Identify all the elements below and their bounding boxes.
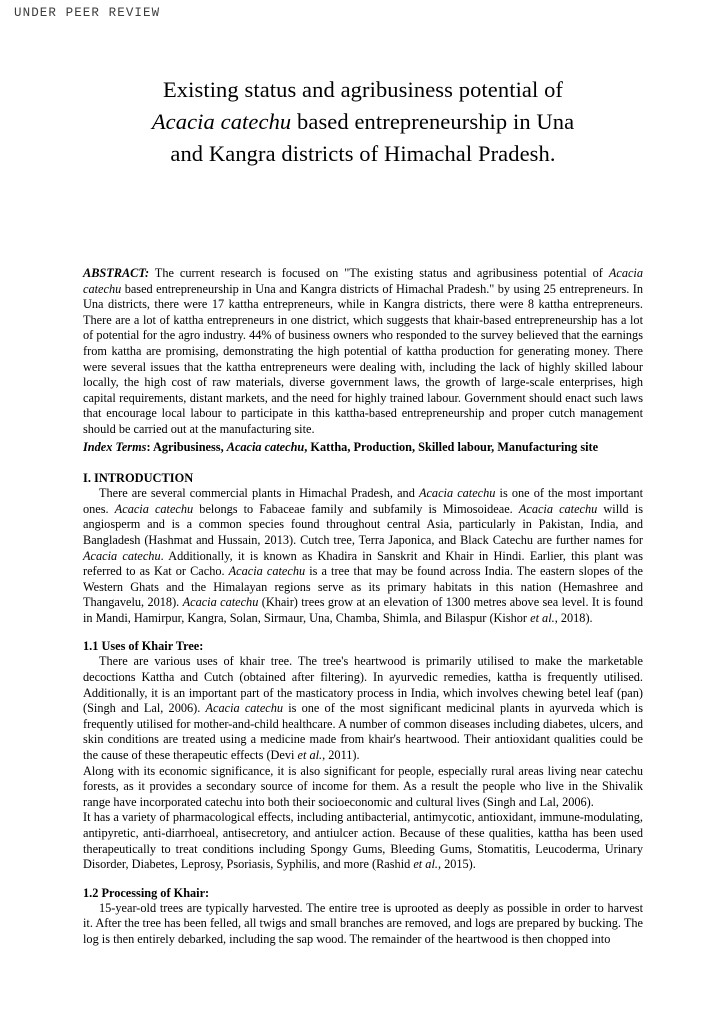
intro-text-g: (Khair) trees grow at an elevation of 1300 metres above sea level. It is found in Mandi, Hamirpur, Kangra, Solan, Sirmaur, Una, Chamba, Shimla, and Bilaspur (Kishor [83,595,644,625]
title-line-1: Existing status and agribusiness potential of [162,77,564,102]
uses-p3-text-b: , 2015). [437,857,476,872]
uses-text-b: is one of the most significant medicinal plants in ayurveda which is frequently utilised for mother-and-child healthcare. A number of common diseases including diabetes, ulcers, and skin conditions are treated using a medicine made from khair's heartwood. Their antioxidant qualities could be the cause of these therapeutic effects (Devi [83,701,643,763]
uses-paragraph-2: Along with its economic significance, it is also significant for people, especially rural areas living near catechu forests, as it provides a secondary source of income for them. As a result the people who live in the Shivalik range have incorporated catechu into both their socioeconomic and cultural lives (Singh and Lal, 2006). [83,763,643,809]
abstract-text-2: based entrepreneurship in Una and Kangra districts of Himachal Pradesh." by using 25 entrepreneurs. In Una districts, there were 17 kattha entrepreneurs, while in Kangra districts, there were 8 kattha entrepreneurs. There are a lot of kattha entrepreneurs in one district, which suggests that khair-based entrepreneurship has a lot of potential for the agro industry. 44% of business owners who responded to the survey believed that the earnings from kattha are promising, demonstrating the high potential of kattha production for generating money. There were several issues that the kattha entrepreneurs were dealing with, including the lack of highly skilled labour locally, the high cost of raw materials, diverse government laws, the growth of large-scale enterprises, high capital requirements, distant markets, and the need for highly trained labour. Government should enact such laws that encourage local labour to participate in this kattha-based entrepreneurship and proper cutch management should be carried out at the manufacturing site. [83,281,643,436]
title-line-3: and Kangra districts of Himachal Pradesh. [170,141,556,166]
subsection-heading-processing: 1.2 Processing of Khair: [83,885,210,900]
index-terms-colon: : [146,439,153,454]
intro-text-b: is one of the most important ones. [83,486,643,516]
introduction-paragraph-1 [83,486,643,626]
page-title [83,74,643,170]
abstract-block [83,266,643,438]
peer-review-watermark: UNDER PEER REVIEW [14,6,161,20]
uses-etal-1: et al. [297,748,323,763]
index-terms-label: Index Terms [83,439,147,454]
intro-text-d: willd is angiosperm and is a common species found throughout central Asia, particularly in Pakistan, India, and Bangladesh (Hashmat and Hussain, 2013). Cutch tree, Terra Japonica, and Black Catechu are further names for [83,501,643,547]
section-heading-introduction: I. INTRODUCTION [83,471,194,486]
uses-paragraph-1 [83,654,643,763]
uses-etal-2: et al. [413,857,438,872]
intro-species-4: Acacia catechu [83,548,161,563]
intro-etal-1: et al. [530,610,555,625]
intro-species-2: Acacia catechu [114,501,194,516]
abstract-species-1: Acacia catechu [83,266,643,296]
title-line-2: based entrepreneurship in Una [291,109,575,134]
uses-species-1: Acacia catechu [205,701,284,716]
title-species-name: Acacia catechu [151,109,292,134]
index-terms-b: , Kattha, Production, Skilled labour, Manufacturing site [304,439,599,454]
uses-text-a: There are various uses of khair tree. The tree's heartwood is primarily utilised to make the marketable decoctions Kattha and Cutch (obtained after filtering). In ayurvedic remedies, kattha is frequently utilised. Additionally, it is an important part of the masticatory process in India, which involves chewing betel leaf (pan) (Singh and Lal, 2006). [83,654,643,716]
intro-text-a: There are several commercial plants in Himachal Pradesh, and [99,486,419,501]
intro-text-h: , 2018). [554,610,593,625]
abstract-label: ABSTRACT: [83,266,150,280]
subsection-heading-uses: 1.1 Uses of Khair Tree: [83,639,204,654]
intro-text-c: belongs to Fabaceae family and subfamily is Mimosoideae. [193,501,519,516]
intro-text-e: . Additionally, it is known as Khadira in Sanskrit and Khair in Hindi. Earlier, this plant was referred to as Kat or Cacho. [83,548,643,579]
intro-species-3: Acacia catechu [518,501,598,516]
intro-species-5: Acacia catechu [228,564,306,579]
intro-text-f: is a tree that may be found across India. The eastern slopes of the Western Ghats and the Himalayan regions serve as its primary habitats in this nation (Hemashree and Thangavelu, 2018). [83,564,644,610]
uses-paragraph-3 [83,810,643,872]
intro-species-6: Acacia catechu [182,595,259,610]
paper-content [83,74,643,948]
uses-p3-text-a: It has a variety of pharmacological effects, including antibacterial, antimycotic, antioxidant, immune-modulating, antipyretic, anti-diarrhoeal, antisecretory, and antiulcer action. Because of these qualities, kattha has been used therapeutically to treat conditions including Spongy Gums, Bleeding Gums, Stomatitis, Leucoderma, Urinary Disorder, Diabetes, Leprosy, Psoriasis, Syphilis, and more (Rashid [83,810,643,872]
uses-text-c: , 2011). [322,748,360,763]
processing-paragraph-1: 15-year-old trees are typically harvested. The entire tree is uprooted as deeply as possible in order to harvest it. After the tree has been felled, all twigs and small branches are removed, and logs are prepared by bucking. The log is then entirely debarked, including the sap wood. The remainder of the heartwood is then chopped into [83,900,643,946]
intro-species-1: Acacia catechu [418,486,496,501]
index-terms [83,440,643,456]
abstract-text-1: The current research is focused on "The existing status and agribusiness potential of [149,266,609,280]
index-terms-species: Acacia catechu [226,439,305,454]
index-terms-a: Agribusiness, [152,439,227,454]
